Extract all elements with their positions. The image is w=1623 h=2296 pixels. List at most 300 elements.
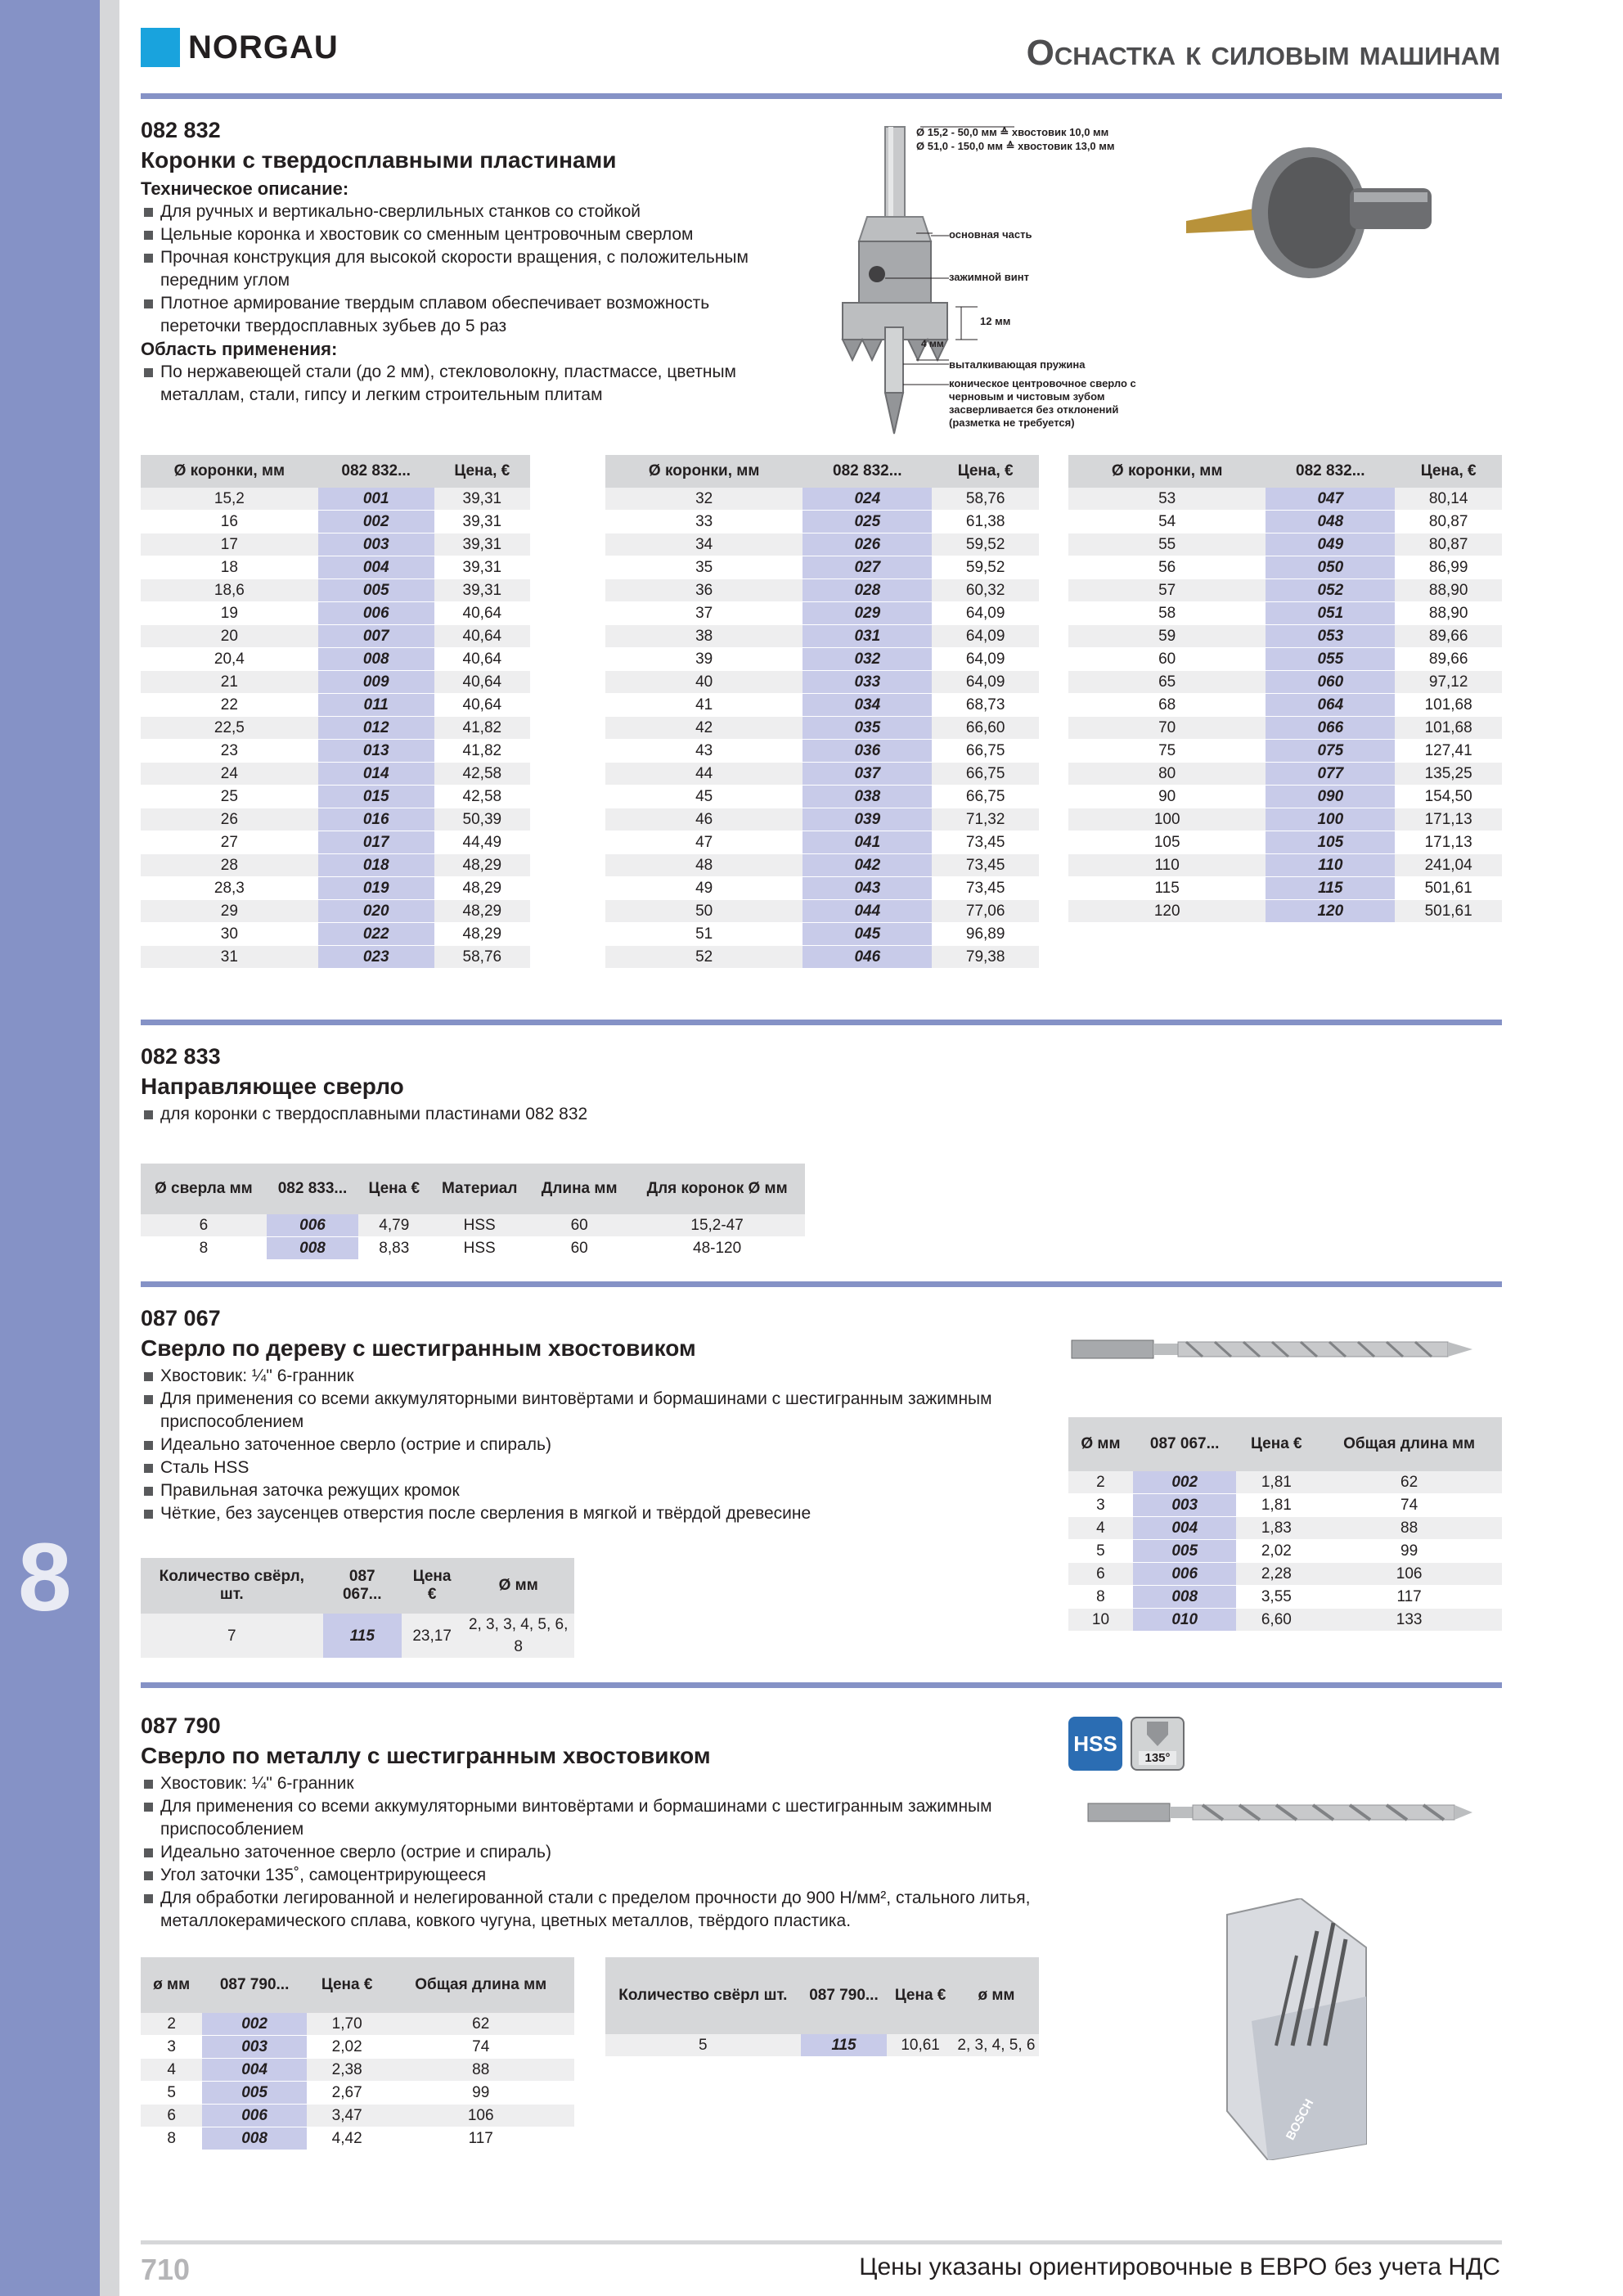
table-cell: 75 <box>1068 740 1266 763</box>
table-cell: 79,38 <box>932 946 1039 969</box>
section-rule <box>141 1281 1502 1287</box>
table-cell: 41,82 <box>434 717 530 740</box>
table-row <box>141 625 530 648</box>
col-header: ø мм <box>141 1957 202 2013</box>
table-cell: 66,75 <box>932 763 1039 786</box>
table-cell: 1,81 <box>1236 1494 1316 1517</box>
drill-set-box-photo <box>1203 1898 1415 2160</box>
article-code-cell: 039 <box>803 808 932 831</box>
table-cell: 64,09 <box>932 671 1039 694</box>
col-header: Цена € <box>307 1957 388 2013</box>
table-cell: 2,67 <box>307 2082 388 2105</box>
table-row <box>141 740 530 763</box>
table-row <box>1068 556 1502 579</box>
table-cell: 29 <box>141 900 318 923</box>
table-cell: 16 <box>141 511 318 533</box>
table-cell: 115 <box>1068 877 1266 900</box>
table-cell: 117 <box>387 2127 574 2150</box>
table-cell: 28 <box>141 854 318 877</box>
table-row <box>141 854 530 877</box>
table-cell: 21 <box>141 671 318 694</box>
table-cell: 39,31 <box>434 488 530 511</box>
article-code-cell: 035 <box>803 717 932 740</box>
col-header: Общая длина мм <box>1316 1417 1502 1471</box>
wood-drill-set-table <box>141 1558 574 1659</box>
table-cell: 3,55 <box>1236 1586 1316 1609</box>
table-cell: 171,13 <box>1395 831 1502 854</box>
table-row <box>1068 625 1502 648</box>
table-cell: 74 <box>387 2036 574 2059</box>
article-code-cell: 024 <box>803 488 932 511</box>
table-cell: 86,99 <box>1395 556 1502 579</box>
price-table-1 <box>141 455 530 969</box>
article-code-cell: 006 <box>1133 1563 1237 1586</box>
table-cell: 17 <box>141 533 318 556</box>
table-row <box>605 488 1039 511</box>
table-row <box>141 602 530 625</box>
table-cell: 48 <box>605 854 803 877</box>
article-code-cell: 115 <box>323 1614 402 1659</box>
table-cell: 73,45 <box>932 831 1039 854</box>
table-cell: 46 <box>605 808 803 831</box>
metal-drill-photo <box>1080 1792 1489 1833</box>
table-cell: 80 <box>1068 763 1266 786</box>
table-cell: 2 <box>141 2013 202 2036</box>
col-header: Цена € <box>1236 1417 1316 1471</box>
page-number: 710 <box>141 2253 191 2286</box>
table-row <box>605 625 1039 648</box>
chapter-number: 8 <box>18 1524 72 1632</box>
table-row <box>141 900 530 923</box>
table-cell: 40 <box>605 671 803 694</box>
article-code-cell: 050 <box>1266 556 1395 579</box>
page-title: Оснастка к силовым машинам <box>1026 33 1500 73</box>
col-header: Цена, € <box>434 455 530 488</box>
table-cell: 22,5 <box>141 717 318 740</box>
table-cell: 22 <box>141 694 318 717</box>
article-code-cell: 033 <box>803 671 932 694</box>
article-code-cell: 034 <box>803 694 932 717</box>
list-item: Хвостовик: ¼" 6-гранник <box>141 1365 1008 1388</box>
dim-4-label: 4 мм <box>921 338 944 349</box>
shank-label-2: Ø 51,0 - 150,0 мм ≙ хвостовик 13,0 мм <box>916 140 1115 152</box>
table-row <box>141 648 530 671</box>
table-cell: 100 <box>1068 808 1266 831</box>
spring-label: выталкивающая пружина <box>949 358 1086 371</box>
list-item: По нержавеющей стали (до 2 мм), стекловолокну, пластмассе, цветным металлам, стали, гипсу и легким строительным плитам <box>141 361 746 407</box>
table-cell: 59 <box>1068 625 1266 648</box>
table-cell: 3 <box>141 2036 202 2059</box>
table-cell: 50,39 <box>434 808 530 831</box>
col-header: Цена € <box>887 1957 954 2034</box>
table-row <box>141 923 530 946</box>
table-cell: 110 <box>1068 854 1266 877</box>
list-item: Для применения со всеми аккумуляторными винтовёртами и бормашинами с шестигранным зажимным приспособлением <box>141 1795 1041 1841</box>
table-cell: 8 <box>141 2127 202 2150</box>
table-row <box>141 2082 574 2105</box>
table-row <box>141 533 530 556</box>
col-header: 087 067... <box>323 1558 402 1614</box>
table-cell: 2, 3, 3, 4, 5, 6, 8 <box>462 1614 574 1659</box>
table-cell: 58,76 <box>932 488 1039 511</box>
article-code-cell: 012 <box>318 717 434 740</box>
section-code: 082 833 <box>141 1044 221 1069</box>
col-header: Для коронок Ø мм <box>629 1164 805 1214</box>
table-cell: 74 <box>1316 1494 1502 1517</box>
article-code-cell: 006 <box>318 602 434 625</box>
table-row <box>605 808 1039 831</box>
table-cell: 33 <box>605 511 803 533</box>
table-cell: 4 <box>141 2059 202 2082</box>
table-row <box>1068 1563 1502 1586</box>
article-code-cell: 036 <box>803 740 932 763</box>
table-row <box>605 602 1039 625</box>
table-cell: 3,47 <box>307 2105 388 2127</box>
col-header: 082 832... <box>803 455 932 488</box>
col-header: Количество свёрл, шт. <box>141 1558 323 1614</box>
table-cell: 64,09 <box>932 648 1039 671</box>
table-row <box>1068 877 1502 900</box>
article-code-cell: 038 <box>803 786 932 808</box>
table-cell: 35 <box>605 556 803 579</box>
s3-list <box>141 1365 1008 1525</box>
table-cell: 1,83 <box>1236 1517 1316 1540</box>
table-row <box>141 786 530 808</box>
article-code-cell: 014 <box>318 763 434 786</box>
table-cell: 89,66 <box>1395 625 1502 648</box>
section-code: 082 832 <box>141 118 221 142</box>
col-header: Цена, € <box>1395 455 1502 488</box>
table-cell: 23,17 <box>402 1614 462 1659</box>
logo: NORGAU <box>188 29 339 65</box>
table-cell: 60,32 <box>932 579 1039 602</box>
table-cell: 77,06 <box>932 900 1039 923</box>
table-cell: 44,49 <box>434 831 530 854</box>
app-heading: Область применения: <box>141 339 338 359</box>
col-header: Ø коронки, мм <box>141 455 318 488</box>
table-cell: 127,41 <box>1395 740 1502 763</box>
table-cell: 8 <box>141 1237 267 1260</box>
table-cell: 10 <box>1068 1609 1133 1632</box>
article-code-cell: 031 <box>803 625 932 648</box>
article-code-cell: 029 <box>803 602 932 625</box>
table-cell: 6 <box>141 2105 202 2127</box>
list-item: Сталь HSS <box>141 1456 1008 1479</box>
article-code-cell: 004 <box>318 556 434 579</box>
table-cell: 60 <box>529 1237 629 1260</box>
table-cell: 241,04 <box>1395 854 1502 877</box>
table-row <box>605 877 1039 900</box>
table-cell: 4 <box>1068 1517 1133 1540</box>
table-cell: 34 <box>605 533 803 556</box>
article-code-cell: 003 <box>1133 1494 1237 1517</box>
col-header: Ø сверла мм <box>141 1164 267 1214</box>
article-code-cell: 010 <box>1133 1609 1237 1632</box>
table-cell: 105 <box>1068 831 1266 854</box>
shank-label-1: Ø 15,2 - 50,0 мм ≙ хвостовик 10,0 мм <box>916 126 1109 138</box>
article-code-cell: 019 <box>318 877 434 900</box>
tech-heading: Техническое описание: <box>141 178 349 199</box>
table-cell: 48,29 <box>434 854 530 877</box>
table-cell: 1,70 <box>307 2013 388 2036</box>
table-cell: 2,02 <box>1236 1540 1316 1563</box>
table-cell: 133 <box>1316 1609 1502 1632</box>
table-row <box>141 2013 574 2036</box>
table-cell: 2 <box>1068 1471 1133 1494</box>
col-header: Ø мм <box>462 1558 574 1614</box>
table-cell: 40,64 <box>434 602 530 625</box>
article-code-cell: 041 <box>803 831 932 854</box>
article-code-cell: 017 <box>318 831 434 854</box>
article-code-cell: 013 <box>318 740 434 763</box>
table-cell: 71,32 <box>932 808 1039 831</box>
table-cell: 48,29 <box>434 877 530 900</box>
table-row <box>1068 786 1502 808</box>
table-cell: 15,2-47 <box>629 1214 805 1237</box>
col-header: Цена € <box>402 1558 462 1614</box>
article-code-cell: 055 <box>1266 648 1395 671</box>
wood-drill-table <box>1068 1417 1502 1632</box>
table-cell: 48-120 <box>629 1237 805 1260</box>
table-row <box>1068 1586 1502 1609</box>
table-row <box>605 671 1039 694</box>
article-code-cell: 120 <box>1266 900 1395 923</box>
article-code-cell: 006 <box>202 2105 307 2127</box>
table-cell: 59,52 <box>932 556 1039 579</box>
table-row <box>141 579 530 602</box>
table-row <box>1068 854 1502 877</box>
table-row <box>605 763 1039 786</box>
article-code-cell: 003 <box>318 533 434 556</box>
table-row <box>605 511 1039 533</box>
table-cell: 42,58 <box>434 786 530 808</box>
table-cell: 96,89 <box>932 923 1039 946</box>
table-cell: 6,60 <box>1236 1609 1316 1632</box>
list-item: Плотное армирование твердым сплавом обеспечивает возможность переточки твердосплавных зубьев до 5 раз <box>141 292 779 338</box>
table-cell: 15,2 <box>141 488 318 511</box>
list-item: для коронки с твердосплавными пластинами 082 832 <box>141 1103 795 1126</box>
table-cell: 62 <box>387 2013 574 2036</box>
list-item: Идеально заточенное сверло (острие и спираль) <box>141 1434 1008 1456</box>
col-header: 082 832... <box>318 455 434 488</box>
sidebar-edge <box>100 0 119 2296</box>
sidebar <box>0 0 100 2296</box>
article-code-cell: 047 <box>1266 488 1395 511</box>
table-cell: 30 <box>141 923 318 946</box>
article-code-cell: 042 <box>803 854 932 877</box>
article-code-cell: 064 <box>1266 694 1395 717</box>
table-cell: 45 <box>605 786 803 808</box>
article-code-cell: 052 <box>1266 579 1395 602</box>
table-row <box>141 2127 574 2150</box>
table-cell: 68,73 <box>932 694 1039 717</box>
section-rule <box>141 1020 1502 1025</box>
article-code-cell: 051 <box>1266 602 1395 625</box>
table-row <box>141 1237 805 1260</box>
table-cell: 49 <box>605 877 803 900</box>
table-cell: 54 <box>1068 511 1266 533</box>
article-code-cell: 105 <box>1266 831 1395 854</box>
table-cell: HSS <box>429 1214 529 1237</box>
article-code-cell: 037 <box>803 763 932 786</box>
article-code-cell: 048 <box>1266 511 1395 533</box>
col-header: 087 790... <box>202 1957 307 2013</box>
table-row <box>1068 1471 1502 1494</box>
article-code-cell: 046 <box>803 946 932 969</box>
article-code-cell: 032 <box>803 648 932 671</box>
table-row <box>141 1614 574 1659</box>
table-cell: 48,29 <box>434 900 530 923</box>
table-cell: 106 <box>1316 1563 1502 1586</box>
table-cell: 2, 3, 4, 5, 6 <box>954 2034 1039 2057</box>
col-header: Количество свёрл шт. <box>605 1957 801 2034</box>
table-cell: 32 <box>605 488 803 511</box>
table-cell: 101,68 <box>1395 717 1502 740</box>
table-cell: 5 <box>605 2034 801 2057</box>
main-part-label: основная часть <box>949 228 1032 241</box>
table-row <box>1068 1517 1502 1540</box>
price-table-3 <box>1068 455 1502 923</box>
table-cell: 39,31 <box>434 579 530 602</box>
section-title: Направляющее сверло <box>141 1074 404 1099</box>
col-header: 087 067... <box>1133 1417 1237 1471</box>
table-cell: 55 <box>1068 533 1266 556</box>
table-row <box>605 740 1039 763</box>
table-cell: 117 <box>1316 1586 1502 1609</box>
table-row <box>1068 648 1502 671</box>
table-cell: 36 <box>605 579 803 602</box>
table-cell: 47 <box>605 831 803 854</box>
table-cell: 58 <box>1068 602 1266 625</box>
article-code-cell: 007 <box>318 625 434 648</box>
col-header: 082 833... <box>267 1164 359 1214</box>
article-code-cell: 110 <box>1266 854 1395 877</box>
col-header: Цена € <box>358 1164 429 1214</box>
hss-badge-icon: HSS <box>1068 1717 1122 1771</box>
table-cell: 73,45 <box>932 854 1039 877</box>
col-header: Ø коронки, мм <box>1068 455 1266 488</box>
table-row <box>1068 740 1502 763</box>
clamp-screw-label: зажимной винт <box>949 271 1029 283</box>
table-cell: 501,61 <box>1395 900 1502 923</box>
col-header: Ø коронки, мм <box>605 455 803 488</box>
article-code-cell: 005 <box>202 2082 307 2105</box>
table-row <box>1068 808 1502 831</box>
table-cell: 5 <box>141 2082 202 2105</box>
table-cell: 3 <box>1068 1494 1133 1517</box>
table-cell: 4,42 <box>307 2127 388 2150</box>
list-item: Чёткие, без заусенцев отверстия после сверления в мягкой и твёрдой древесине <box>141 1502 1008 1525</box>
table-row <box>1068 831 1502 854</box>
table-cell: 80,87 <box>1395 511 1502 533</box>
table-row <box>605 854 1039 877</box>
table-cell: 135,25 <box>1395 763 1502 786</box>
list-item: Правильная заточка режущих кромок <box>141 1479 1008 1502</box>
col-header: ø мм <box>954 1957 1039 2034</box>
table-cell: 1,81 <box>1236 1471 1316 1494</box>
table-cell: 70 <box>1068 717 1266 740</box>
list-item: Идеально заточенное сверло (острие и спираль) <box>141 1841 1041 1864</box>
table-row <box>1068 488 1502 511</box>
article-code-cell: 045 <box>803 923 932 946</box>
table-cell: 99 <box>387 2082 574 2105</box>
table-cell: 501,61 <box>1395 877 1502 900</box>
guide-drill-table <box>141 1164 805 1260</box>
table-cell: 120 <box>1068 900 1266 923</box>
table-cell: 23 <box>141 740 318 763</box>
article-code-cell: 005 <box>1133 1540 1237 1563</box>
table-row <box>141 2036 574 2059</box>
wood-drill-photo <box>1063 1326 1505 1375</box>
article-code-cell: 060 <box>1266 671 1395 694</box>
table-cell: 73,45 <box>932 877 1039 900</box>
list-item: Для обработки легированной и нелегированной стали с пределом прочности до 900 Н/мм², стального литья, металлокерамического сплава, ковкого чугуна, цветных металлов, твёрдого пластика. <box>141 1887 1041 1933</box>
table-row <box>141 1214 805 1237</box>
table-cell: 42 <box>605 717 803 740</box>
metal-drill-set-table <box>605 1957 1039 2057</box>
table-cell: 97,12 <box>1395 671 1502 694</box>
article-code-cell: 015 <box>318 786 434 808</box>
article-code-cell: 100 <box>1266 808 1395 831</box>
table-cell: 51 <box>605 923 803 946</box>
table-cell: 39,31 <box>434 533 530 556</box>
table-cell: 31 <box>141 946 318 969</box>
table-cell: 88 <box>1316 1517 1502 1540</box>
article-code-cell: 001 <box>318 488 434 511</box>
table-cell: 48,29 <box>434 923 530 946</box>
header-rule <box>141 93 1502 99</box>
table-cell: 171,13 <box>1395 808 1502 831</box>
price-table-2 <box>605 455 1039 969</box>
table-cell: 41 <box>605 694 803 717</box>
article-code-cell: 008 <box>202 2127 307 2150</box>
table-cell: HSS <box>429 1237 529 1260</box>
table-cell: 4,79 <box>358 1214 429 1237</box>
table-cell: 43 <box>605 740 803 763</box>
table-cell: 7 <box>141 1614 323 1659</box>
table-cell: 80,14 <box>1395 488 1502 511</box>
col-header: Общая длина мм <box>387 1957 574 2013</box>
section-code: 087 790 <box>141 1713 221 1738</box>
s2-list <box>141 1103 795 1126</box>
col-header: 082 832... <box>1266 455 1395 488</box>
article-code-cell: 022 <box>318 923 434 946</box>
table-row <box>1068 579 1502 602</box>
table-cell: 89,66 <box>1395 648 1502 671</box>
table-row <box>605 2034 1039 2057</box>
article-code-cell: 090 <box>1266 786 1395 808</box>
table-cell: 42,58 <box>434 763 530 786</box>
article-code-cell: 002 <box>202 2013 307 2036</box>
list-item: Хвостовик: ¼" 6-гранник <box>141 1772 1041 1795</box>
table-cell: 8,83 <box>358 1237 429 1260</box>
table-cell: 58,76 <box>434 946 530 969</box>
table-row <box>605 648 1039 671</box>
article-code-cell: 011 <box>318 694 434 717</box>
article-code-cell: 077 <box>1266 763 1395 786</box>
table-row <box>605 831 1039 854</box>
table-cell: 6 <box>141 1214 267 1237</box>
table-cell: 90 <box>1068 786 1266 808</box>
table-cell: 2,02 <box>307 2036 388 2059</box>
article-code-cell: 043 <box>803 877 932 900</box>
table-cell: 88,90 <box>1395 579 1502 602</box>
article-code-cell: 008 <box>267 1237 359 1260</box>
table-cell: 26 <box>141 808 318 831</box>
table-row <box>605 556 1039 579</box>
table-row <box>141 808 530 831</box>
list-item: Цельные коронка и хвостовик со сменным центровочным сверлом <box>141 223 779 246</box>
